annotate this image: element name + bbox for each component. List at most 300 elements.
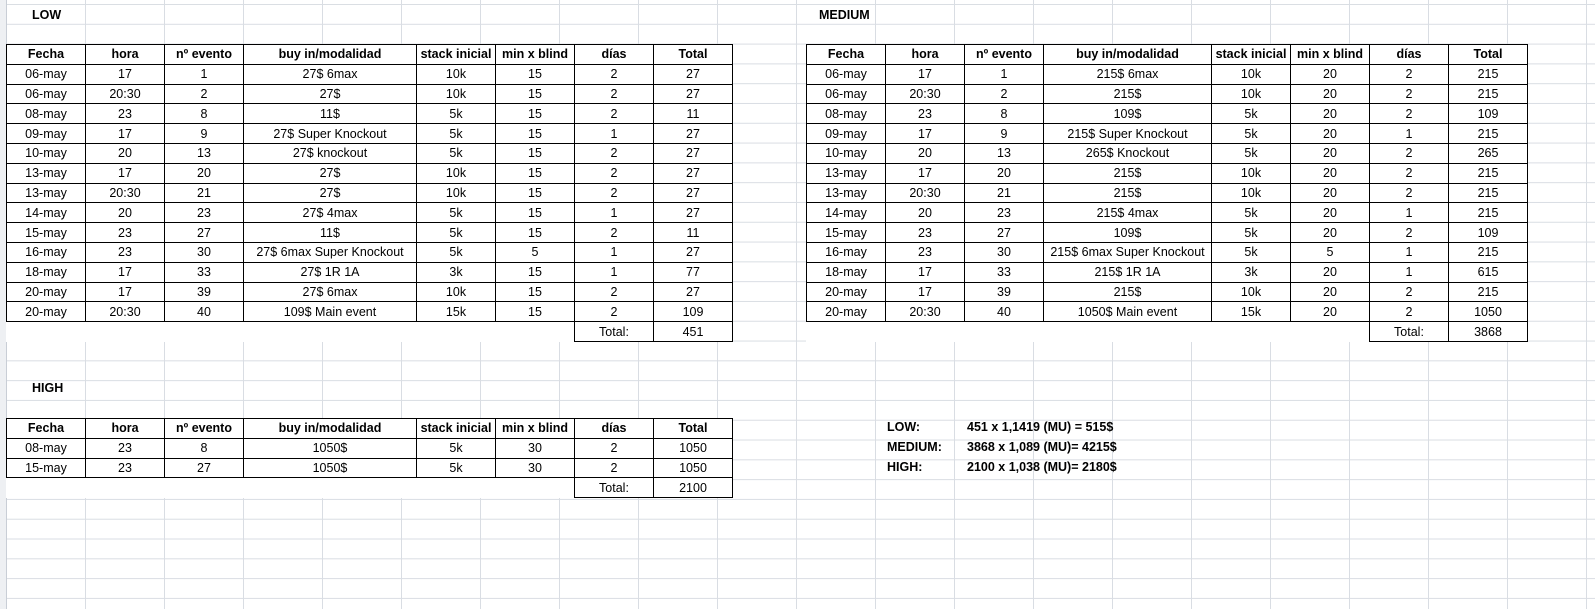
cell-col-fecha[interactable]: 14-may <box>7 203 86 223</box>
cell-col-evento[interactable]: 13 <box>165 143 244 163</box>
cell-col-fecha[interactable]: 13-may <box>7 163 86 183</box>
cell-col-blind[interactable]: 20 <box>1291 104 1370 124</box>
header-col-blind[interactable]: min x blind <box>496 419 575 439</box>
empty-cell[interactable] <box>496 322 575 342</box>
cell-col-blind[interactable]: 15 <box>496 262 575 282</box>
header-col-dias[interactable]: días <box>575 419 654 439</box>
cell-col-blind[interactable]: 15 <box>496 223 575 243</box>
cell-col-fecha[interactable]: 16-may <box>7 242 86 262</box>
cell-col-stack[interactable]: 5k <box>1212 242 1291 262</box>
cell-col-dias[interactable]: 2 <box>575 223 654 243</box>
cell-col-evento[interactable]: 9 <box>965 124 1044 144</box>
cell-col-buyin[interactable]: 215$ <box>1044 183 1212 203</box>
cell-col-stack[interactable]: 5k <box>1212 143 1291 163</box>
cell-col-hora[interactable]: 23 <box>886 104 965 124</box>
empty-cell[interactable] <box>86 478 165 498</box>
cell-col-dias[interactable]: 1 <box>1370 262 1449 282</box>
total-value[interactable]: 2100 <box>654 478 733 498</box>
cell-col-fecha[interactable]: 06-may <box>7 64 86 84</box>
cell-col-fecha[interactable]: 20-may <box>7 282 86 302</box>
cell-col-hora[interactable]: 17 <box>886 282 965 302</box>
cell-col-total[interactable]: 215 <box>1449 282 1528 302</box>
cell-col-total[interactable]: 1050 <box>654 458 733 478</box>
cell-col-buyin[interactable]: 27$ <box>244 163 417 183</box>
cell-col-fecha[interactable]: 10-may <box>7 143 86 163</box>
cell-col-stack[interactable]: 5k <box>1212 104 1291 124</box>
cell-col-buyin[interactable]: 27$ 6max <box>244 282 417 302</box>
cell-col-fecha[interactable]: 16-may <box>807 242 886 262</box>
cell-col-hora[interactable]: 20:30 <box>886 183 965 203</box>
cell-col-total[interactable]: 27 <box>654 84 733 104</box>
cell-col-blind[interactable]: 20 <box>1291 64 1370 84</box>
cell-col-buyin[interactable]: 27$ 6max Super Knockout <box>244 242 417 262</box>
header-col-stack[interactable]: stack inicial <box>1212 45 1291 65</box>
table-row <box>7 64 733 84</box>
cell-col-dias[interactable]: 2 <box>575 104 654 124</box>
cell-col-fecha[interactable]: 08-may <box>807 104 886 124</box>
cell-col-hora[interactable]: 23 <box>886 242 965 262</box>
empty-cell[interactable] <box>165 322 244 342</box>
total-value[interactable]: 3868 <box>1449 322 1528 342</box>
cell-col-blind[interactable]: 30 <box>496 438 575 458</box>
cell-col-dias[interactable]: 2 <box>1370 282 1449 302</box>
header-col-total[interactable]: Total <box>654 419 733 439</box>
cell-col-total[interactable]: 11 <box>654 104 733 124</box>
cell-col-dias[interactable]: 2 <box>1370 104 1449 124</box>
table-row <box>807 242 1528 262</box>
empty-cell[interactable] <box>1291 322 1370 342</box>
empty-cell[interactable] <box>7 478 86 498</box>
cell-col-hora[interactable]: 17 <box>886 163 965 183</box>
cell-col-total[interactable]: 27 <box>654 124 733 144</box>
cell-col-blind[interactable]: 20 <box>1291 183 1370 203</box>
cell-col-total[interactable]: 1050 <box>654 438 733 458</box>
cell-col-evento[interactable]: 27 <box>965 223 1044 243</box>
cell-col-evento[interactable]: 20 <box>165 163 244 183</box>
cell-col-blind[interactable]: 15 <box>496 163 575 183</box>
cell-col-stack[interactable]: 5k <box>1212 203 1291 223</box>
empty-cell[interactable] <box>807 322 886 342</box>
cell-col-fecha[interactable]: 13-may <box>7 183 86 203</box>
cell-col-total[interactable]: 215 <box>1449 64 1528 84</box>
table-row <box>7 183 733 203</box>
cell-col-buyin[interactable]: 109$ Main event <box>244 302 417 322</box>
cell-col-buyin[interactable]: 215$ Super Knockout <box>1044 124 1212 144</box>
cell-col-total[interactable]: 27 <box>654 203 733 223</box>
summary-value: 451 x 1,1419 (MU) = 515$ <box>967 420 1114 434</box>
cell-col-total[interactable]: 27 <box>654 183 733 203</box>
cell-col-fecha[interactable]: 20-may <box>807 302 886 322</box>
cell-col-evento[interactable]: 1 <box>965 64 1044 84</box>
cell-col-total[interactable]: 27 <box>654 143 733 163</box>
header-row <box>7 45 733 65</box>
cell-col-dias[interactable]: 1 <box>1370 124 1449 144</box>
cell-col-stack[interactable]: 15k <box>1212 302 1291 322</box>
cell-col-total[interactable]: 215 <box>1449 242 1528 262</box>
header-col-hora[interactable]: hora <box>86 419 165 439</box>
empty-cell[interactable] <box>417 478 496 498</box>
table-row <box>807 282 1528 302</box>
cell-col-stack[interactable]: 10k <box>1212 282 1291 302</box>
cell-col-total[interactable]: 27 <box>654 242 733 262</box>
cell-col-buyin[interactable]: 215$ 4max <box>1044 203 1212 223</box>
cell-col-blind[interactable]: 5 <box>496 242 575 262</box>
cell-col-stack[interactable]: 10k <box>417 282 496 302</box>
cell-col-dias[interactable]: 2 <box>575 302 654 322</box>
header-col-fecha[interactable]: Fecha <box>7 419 86 439</box>
cell-col-dias[interactable]: 2 <box>575 143 654 163</box>
cell-col-fecha[interactable]: 08-may <box>7 104 86 124</box>
cell-col-buyin[interactable]: 27$ <box>244 183 417 203</box>
cell-col-total[interactable]: 215 <box>1449 203 1528 223</box>
cell-col-dias[interactable]: 2 <box>575 438 654 458</box>
table-row <box>7 203 733 223</box>
total-value[interactable]: 451 <box>654 322 733 342</box>
cell-col-blind[interactable]: 20 <box>1291 282 1370 302</box>
cell-col-fecha[interactable]: 13-may <box>807 163 886 183</box>
header-col-dias[interactable]: días <box>575 45 654 65</box>
empty-cell[interactable] <box>244 322 417 342</box>
cell-col-stack[interactable]: 5k <box>417 143 496 163</box>
cell-col-blind[interactable]: 30 <box>496 458 575 478</box>
cell-col-hora[interactable]: 23 <box>86 438 165 458</box>
cell-col-stack[interactable]: 5k <box>1212 223 1291 243</box>
cell-col-stack[interactable]: 5k <box>417 242 496 262</box>
cell-col-blind[interactable]: 15 <box>496 104 575 124</box>
total-label[interactable]: Total: <box>575 478 654 498</box>
table-row <box>7 143 733 163</box>
total-label[interactable]: Total: <box>1370 322 1449 342</box>
cell-col-evento[interactable]: 2 <box>965 84 1044 104</box>
empty-cell[interactable] <box>496 478 575 498</box>
cell-col-hora[interactable]: 17 <box>86 64 165 84</box>
header-col-blind[interactable]: min x blind <box>496 45 575 65</box>
cell-col-fecha[interactable]: 13-may <box>807 183 886 203</box>
cell-col-fecha[interactable]: 06-may <box>807 84 886 104</box>
cell-col-buyin[interactable]: 1050$ <box>244 458 417 478</box>
cell-col-blind[interactable]: 20 <box>1291 262 1370 282</box>
cell-col-hora[interactable]: 17 <box>886 124 965 144</box>
cell-col-fecha[interactable]: 06-may <box>7 84 86 104</box>
cell-col-stack[interactable]: 5k <box>417 223 496 243</box>
cell-col-total[interactable]: 11 <box>654 223 733 243</box>
cell-col-buyin[interactable]: 215$ <box>1044 84 1212 104</box>
empty-cell[interactable] <box>165 478 244 498</box>
cell-col-hora[interactable]: 23 <box>86 458 165 478</box>
cell-col-total[interactable]: 215 <box>1449 183 1528 203</box>
summary-value: 3868 x 1,089 (MU)= 4215$ <box>967 439 1117 454</box>
cell-col-hora[interactable]: 20:30 <box>86 183 165 203</box>
medium-section-title: MEDIUM <box>819 8 870 22</box>
medium-table <box>806 44 1528 342</box>
cell-col-stack[interactable]: 3k <box>417 262 496 282</box>
cell-col-dias[interactable]: 2 <box>575 183 654 203</box>
header-col-stack[interactable]: stack inicial <box>417 45 496 65</box>
cell-col-total[interactable]: 109 <box>1449 104 1528 124</box>
cell-col-evento[interactable]: 33 <box>165 262 244 282</box>
cell-col-buyin[interactable]: 215$ <box>1044 163 1212 183</box>
high-table <box>6 418 733 498</box>
cell-col-dias[interactable]: 2 <box>575 163 654 183</box>
cell-col-evento[interactable]: 23 <box>965 203 1044 223</box>
cell-col-buyin[interactable]: 215$ 6max Super Knockout <box>1044 242 1212 262</box>
cell-col-hora[interactable]: 17 <box>886 262 965 282</box>
header-col-evento[interactable]: nº evento <box>165 45 244 65</box>
cell-col-stack[interactable]: 5k <box>417 203 496 223</box>
cell-col-evento[interactable]: 33 <box>965 262 1044 282</box>
cell-col-hora[interactable]: 23 <box>86 223 165 243</box>
header-col-total[interactable]: Total <box>654 45 733 65</box>
cell-col-buyin[interactable]: 1050$ <box>244 438 417 458</box>
cell-col-evento[interactable]: 40 <box>965 302 1044 322</box>
cell-col-blind[interactable]: 15 <box>496 84 575 104</box>
cell-col-blind[interactable]: 15 <box>496 124 575 144</box>
cell-col-stack[interactable]: 3k <box>1212 262 1291 282</box>
cell-col-evento[interactable]: 1 <box>165 64 244 84</box>
cell-col-evento[interactable]: 9 <box>165 124 244 144</box>
header-row <box>7 419 733 439</box>
cell-col-fecha[interactable]: 18-may <box>7 262 86 282</box>
cell-col-blind[interactable]: 20 <box>1291 302 1370 322</box>
header-col-fecha[interactable]: Fecha <box>807 45 886 65</box>
cell-col-blind[interactable]: 20 <box>1291 124 1370 144</box>
table-row <box>7 163 733 183</box>
cell-col-dias[interactable]: 1 <box>1370 203 1449 223</box>
header-col-fecha[interactable]: Fecha <box>7 45 86 65</box>
cell-col-evento[interactable]: 8 <box>165 104 244 124</box>
cell-col-evento[interactable]: 21 <box>965 183 1044 203</box>
cell-col-total[interactable]: 109 <box>654 302 733 322</box>
cell-col-hora[interactable]: 17 <box>86 282 165 302</box>
cell-col-dias[interactable]: 2 <box>1370 143 1449 163</box>
cell-col-hora[interactable]: 23 <box>86 242 165 262</box>
cell-col-buyin[interactable]: 11$ <box>244 223 417 243</box>
cell-col-evento[interactable]: 23 <box>165 203 244 223</box>
cell-col-fecha[interactable]: 18-may <box>807 262 886 282</box>
header-col-blind[interactable]: min x blind <box>1291 45 1370 65</box>
cell-col-evento[interactable]: 30 <box>165 242 244 262</box>
cell-col-fecha[interactable]: 09-may <box>7 124 86 144</box>
cell-col-stack[interactable]: 10k <box>417 64 496 84</box>
header-col-buyin[interactable]: buy in/modalidad <box>1044 45 1212 65</box>
cell-col-blind[interactable]: 20 <box>1291 84 1370 104</box>
cell-col-dias[interactable]: 2 <box>1370 302 1449 322</box>
total-label[interactable]: Total: <box>575 322 654 342</box>
cell-col-fecha[interactable]: 10-may <box>807 143 886 163</box>
table-row <box>7 124 733 144</box>
cell-col-dias[interactable]: 2 <box>575 282 654 302</box>
cell-col-buyin[interactable]: 27$ <box>244 84 417 104</box>
empty-cell[interactable] <box>7 322 86 342</box>
cell-col-fecha[interactable]: 08-may <box>7 438 86 458</box>
cell-col-stack[interactable]: 10k <box>1212 163 1291 183</box>
empty-cell[interactable] <box>965 322 1044 342</box>
cell-col-evento[interactable]: 2 <box>165 84 244 104</box>
cell-col-blind[interactable]: 15 <box>496 282 575 302</box>
cell-col-hora[interactable]: 20:30 <box>886 302 965 322</box>
cell-col-hora[interactable]: 20:30 <box>86 302 165 322</box>
cell-col-stack[interactable]: 10k <box>1212 84 1291 104</box>
cell-col-evento[interactable]: 27 <box>165 223 244 243</box>
header-col-hora[interactable]: hora <box>886 45 965 65</box>
cell-col-evento[interactable]: 21 <box>165 183 244 203</box>
cell-col-stack[interactable]: 10k <box>417 183 496 203</box>
header-col-stack[interactable]: stack inicial <box>417 419 496 439</box>
cell-col-evento[interactable]: 13 <box>965 143 1044 163</box>
empty-cell[interactable] <box>1212 322 1291 342</box>
cell-col-dias[interactable]: 2 <box>1370 84 1449 104</box>
cell-col-dias[interactable]: 1 <box>1370 242 1449 262</box>
empty-cell[interactable] <box>1044 322 1212 342</box>
empty-cell[interactable] <box>86 322 165 342</box>
cell-col-buyin[interactable]: 215$ <box>1044 282 1212 302</box>
cell-col-total[interactable]: 215 <box>1449 163 1528 183</box>
table-row <box>807 223 1528 243</box>
empty-cell[interactable] <box>886 322 965 342</box>
cell-col-total[interactable]: 109 <box>1449 223 1528 243</box>
cell-col-total[interactable]: 1050 <box>1449 302 1528 322</box>
cell-col-dias[interactable]: 2 <box>1370 183 1449 203</box>
cell-col-blind[interactable]: 15 <box>496 64 575 84</box>
cell-col-dias[interactable]: 1 <box>575 242 654 262</box>
cell-col-fecha[interactable]: 20-may <box>807 282 886 302</box>
cell-col-hora[interactable]: 23 <box>886 223 965 243</box>
cell-col-total[interactable]: 77 <box>654 262 733 282</box>
cell-col-buyin[interactable]: 27$ Super Knockout <box>244 124 417 144</box>
header-col-hora[interactable]: hora <box>86 45 165 65</box>
summary-row-high <box>887 458 1117 478</box>
cell-col-blind[interactable]: 20 <box>1291 143 1370 163</box>
total-row <box>7 478 733 498</box>
cell-col-evento[interactable]: 27 <box>165 458 244 478</box>
cell-col-evento[interactable]: 8 <box>165 438 244 458</box>
cell-col-stack[interactable]: 5k <box>1212 124 1291 144</box>
table-row <box>7 438 733 458</box>
table-row <box>807 64 1528 84</box>
cell-col-buyin[interactable]: 109$ <box>1044 223 1212 243</box>
cell-col-buyin[interactable]: 27$ 1R 1A <box>244 262 417 282</box>
cell-col-total[interactable]: 215 <box>1449 84 1528 104</box>
cell-col-total[interactable]: 215 <box>1449 124 1528 144</box>
cell-col-hora[interactable]: 17 <box>86 163 165 183</box>
header-col-total[interactable]: Total <box>1449 45 1528 65</box>
header-col-buyin[interactable]: buy in/modalidad <box>244 45 417 65</box>
total-row <box>807 322 1528 342</box>
cell-col-blind[interactable]: 15 <box>496 183 575 203</box>
cell-col-stack[interactable]: 10k <box>1212 64 1291 84</box>
cell-col-stack[interactable]: 5k <box>417 438 496 458</box>
cell-col-buyin[interactable]: 27$ 6max <box>244 64 417 84</box>
cell-col-dias[interactable]: 2 <box>1370 223 1449 243</box>
cell-col-blind[interactable]: 20 <box>1291 223 1370 243</box>
cell-col-blind[interactable]: 20 <box>1291 203 1370 223</box>
cell-col-blind[interactable]: 20 <box>1291 163 1370 183</box>
cell-col-hora[interactable]: 20 <box>86 143 165 163</box>
cell-col-dias[interactable]: 2 <box>1370 64 1449 84</box>
cell-col-total[interactable]: 615 <box>1449 262 1528 282</box>
cell-col-stack[interactable]: 10k <box>417 84 496 104</box>
cell-col-dias[interactable]: 1 <box>575 203 654 223</box>
cell-col-fecha[interactable]: 20-may <box>7 302 86 322</box>
cell-col-stack[interactable]: 15k <box>417 302 496 322</box>
cell-col-blind[interactable]: 15 <box>496 302 575 322</box>
cell-col-blind[interactable]: 5 <box>1291 242 1370 262</box>
cell-col-stack[interactable]: 5k <box>417 458 496 478</box>
summary-row-low <box>887 418 1117 438</box>
cell-col-stack[interactable]: 5k <box>417 124 496 144</box>
cell-col-hora[interactable]: 17 <box>86 262 165 282</box>
cell-col-total[interactable]: 265 <box>1449 143 1528 163</box>
header-col-dias[interactable]: días <box>1370 45 1449 65</box>
cell-col-buyin[interactable]: 265$ Knockout <box>1044 143 1212 163</box>
cell-col-fecha[interactable]: 15-may <box>807 223 886 243</box>
cell-col-hora[interactable]: 20 <box>86 203 165 223</box>
empty-cell[interactable] <box>417 322 496 342</box>
cell-col-hora[interactable]: 20:30 <box>86 84 165 104</box>
cell-col-hora[interactable]: 17 <box>86 124 165 144</box>
cell-col-total[interactable]: 27 <box>654 163 733 183</box>
cell-col-blind[interactable]: 15 <box>496 203 575 223</box>
cell-col-buyin[interactable]: 27$ 4max <box>244 203 417 223</box>
cell-col-dias[interactable]: 2 <box>575 84 654 104</box>
header-col-buyin[interactable]: buy in/modalidad <box>244 419 417 439</box>
cell-col-hora[interactable]: 20 <box>886 143 965 163</box>
high-section-title: HIGH <box>32 381 64 395</box>
cell-col-total[interactable]: 27 <box>654 64 733 84</box>
header-col-evento[interactable]: nº evento <box>965 45 1044 65</box>
cell-col-evento[interactable]: 30 <box>965 242 1044 262</box>
cell-col-evento[interactable]: 8 <box>965 104 1044 124</box>
cell-col-dias[interactable]: 2 <box>1370 163 1449 183</box>
header-col-evento[interactable]: nº evento <box>165 419 244 439</box>
cell-col-total[interactable]: 27 <box>654 282 733 302</box>
cell-col-fecha[interactable]: 15-may <box>7 458 86 478</box>
cell-col-dias[interactable]: 2 <box>575 458 654 478</box>
cell-col-evento[interactable]: 40 <box>165 302 244 322</box>
table-row <box>807 262 1528 282</box>
summary-row-medium <box>887 438 1117 458</box>
cell-col-buyin[interactable]: 1050$ Main event <box>1044 302 1212 322</box>
cell-col-dias[interactable]: 1 <box>575 124 654 144</box>
cell-col-buyin[interactable]: 109$ <box>1044 104 1212 124</box>
cell-col-evento[interactable]: 39 <box>165 282 244 302</box>
cell-col-stack[interactable]: 5k <box>417 104 496 124</box>
cell-col-buyin[interactable]: 11$ <box>244 104 417 124</box>
markup-summary <box>887 418 1117 477</box>
cell-col-fecha[interactable]: 15-may <box>7 223 86 243</box>
cell-col-buyin[interactable]: 27$ knockout <box>244 143 417 163</box>
cell-col-evento[interactable]: 20 <box>965 163 1044 183</box>
cell-col-buyin[interactable]: 215$ 1R 1A <box>1044 262 1212 282</box>
summary-key: LOW: <box>887 420 921 434</box>
cell-col-fecha[interactable]: 06-may <box>807 64 886 84</box>
cell-col-stack[interactable]: 10k <box>1212 183 1291 203</box>
cell-col-blind[interactable]: 15 <box>496 143 575 163</box>
cell-col-buyin[interactable]: 215$ 6max <box>1044 64 1212 84</box>
cell-col-dias[interactable]: 1 <box>575 262 654 282</box>
table-row <box>807 84 1528 104</box>
cell-col-fecha[interactable]: 14-may <box>807 203 886 223</box>
cell-col-dias[interactable]: 2 <box>575 64 654 84</box>
cell-col-stack[interactable]: 10k <box>417 163 496 183</box>
cell-col-evento[interactable]: 39 <box>965 282 1044 302</box>
cell-col-hora[interactable]: 20:30 <box>886 84 965 104</box>
empty-cell[interactable] <box>244 478 417 498</box>
cell-col-fecha[interactable]: 09-may <box>807 124 886 144</box>
cell-col-hora[interactable]: 17 <box>886 64 965 84</box>
cell-col-hora[interactable]: 23 <box>86 104 165 124</box>
cell-col-hora[interactable]: 20 <box>886 203 965 223</box>
